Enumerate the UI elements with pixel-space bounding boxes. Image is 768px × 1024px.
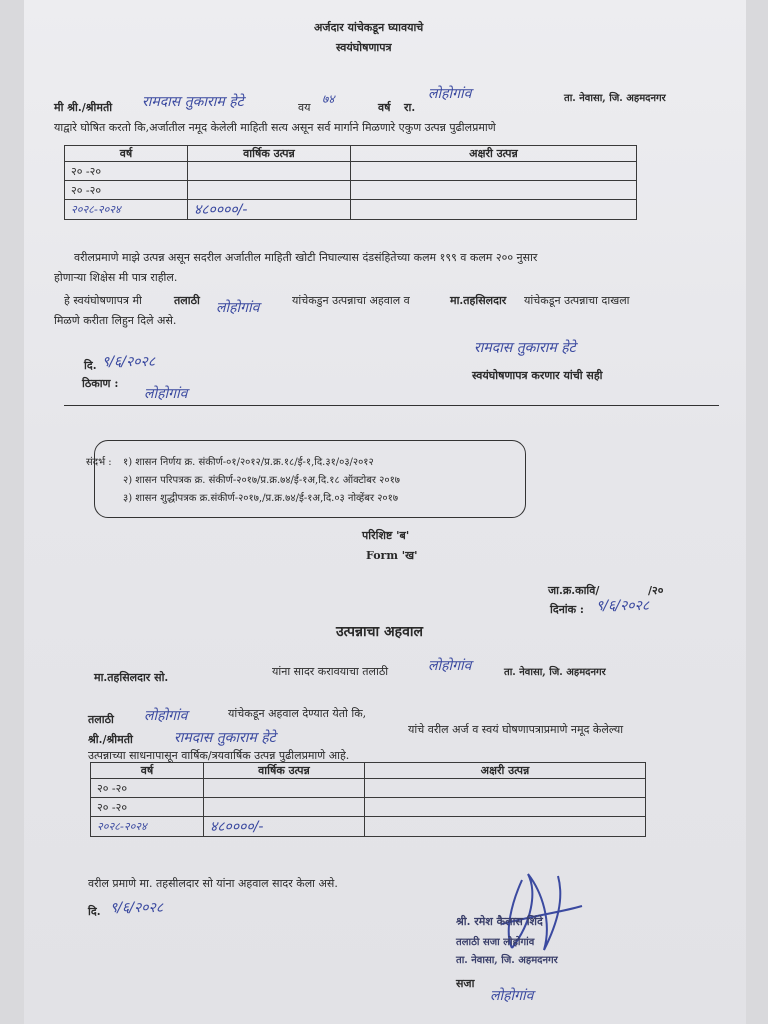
table-row xyxy=(91,817,646,837)
signature-label: स्वयंघोषणापत्र करणार यांची सही xyxy=(472,369,603,382)
stamp-officer-name: श्री. रमेश कैलास शिंदे xyxy=(456,915,543,928)
row-year: २०२८-२०२४ xyxy=(65,200,188,220)
footer-date-label: दि. xyxy=(88,905,101,918)
report-line2b: यांचेकडून अहवाल देण्यात येतो कि, xyxy=(228,707,367,720)
income-table-1 xyxy=(64,145,637,220)
col-income-header: वार्षिक उत्पन्न xyxy=(204,763,365,779)
stamp-officer-taluka: ता. नेवासा, जि. अहमदनगर xyxy=(456,955,558,966)
para1-tahsildar: मा.तहसिलदार xyxy=(450,294,507,307)
reference-item: २) शासन परिपत्रक क्र. संकीर्ण-२०१७/प्र.क्र.७४/ई-१अ,दि.१८ ऑक्टोबर २०१७ xyxy=(123,475,400,486)
row-words xyxy=(351,200,637,220)
table-row xyxy=(65,181,637,200)
para1-line3a: हे स्वयंघोषणापत्र मी xyxy=(64,294,142,307)
row-year: २०२८-२०२४ xyxy=(91,817,204,837)
row-year: २० -२० xyxy=(91,798,204,817)
row-income: ४८००००/- xyxy=(204,817,365,837)
table-header-row xyxy=(65,146,637,162)
report-village: लोहोगांव xyxy=(428,658,472,674)
table-row xyxy=(65,162,637,181)
report-talathi-label: तलाठी xyxy=(88,713,114,726)
para1-line2: होणाऱ्या शिक्षेस मी पात्र राहील. xyxy=(54,271,178,284)
table-row xyxy=(65,200,637,220)
report-line4: उत्पन्नाच्या साधनापासून वार्षिक/त्रयवार्षिक उत्पन्न पुढीलप्रमाणे आहे. xyxy=(88,749,350,762)
declarant-name: रामदास तुकाराम हेटे xyxy=(142,94,244,110)
outward-label: जा.क्र.कावि/ xyxy=(548,584,600,597)
declarant-signature: रामदास तुकाराम हेटे xyxy=(474,340,576,356)
declaration-date: ९/६/२०२८ xyxy=(102,354,156,370)
row-year: २० -२० xyxy=(91,779,204,798)
year-label: वर्ष xyxy=(378,101,391,114)
report-shri-label: श्री./श्रीमती xyxy=(88,733,133,746)
para1-village: लोहोगांव xyxy=(216,300,260,316)
row-income xyxy=(188,181,351,200)
col-words-header: अक्षरी उत्पन्न xyxy=(365,763,646,779)
appendix-form: Form 'ख' xyxy=(366,549,418,562)
table-header-row xyxy=(91,763,646,779)
row-year: २० -२० xyxy=(65,181,188,200)
saja-place: लोहोगांव xyxy=(490,988,534,1004)
table-row xyxy=(91,798,646,817)
report-taluka: ता. नेवासा, जि. अहमदनगर xyxy=(504,667,606,678)
reference-item: ३) शासन शुद्धीपत्रक क्र.संकीर्ण-२०१७,/प्र.क्र.७४/ई-१अ,दि.०३ नोव्हेंबर २०१७ xyxy=(123,493,399,504)
col-income-header: वार्षिक उत्पन्न xyxy=(188,146,351,162)
table-row xyxy=(91,779,646,798)
declaration-text: याद्वारे घोषित करतो कि,अर्जातील नमूद केलेली माहिती सत्य असून सर्व मार्गाने मिळणारे एकुण उत्पन्न पुढीलप्रमाणे xyxy=(54,121,496,134)
col-year-header: वर्ष xyxy=(65,146,188,162)
report-talathi-village: लोहोगांव xyxy=(144,708,188,724)
footer-date: ९/६/२०२८ xyxy=(110,900,164,916)
row-words xyxy=(365,798,646,817)
para1-line3c: यांचेकडून उत्पन्नाचा दाखला xyxy=(524,294,630,307)
document-page xyxy=(24,0,746,1024)
stamp-officer-post: तलाठी सजा लोहोगांव xyxy=(456,937,535,948)
report-to-tahsildar: मा.तहसिलदार सो. xyxy=(94,671,169,684)
row-words xyxy=(351,162,637,181)
declarant-taluka: ता. नेवासा, जि. अहमदनगर xyxy=(564,93,666,104)
section-divider xyxy=(64,405,719,406)
row-income xyxy=(204,798,365,817)
references-label: संदर्भ : xyxy=(86,457,112,468)
declarant-age: ७४ xyxy=(322,92,335,106)
report-line3b: यांचे वरील अर्ज व स्वयं घोषणापत्राप्रमाणे नमूद केलेल्या xyxy=(408,723,624,736)
appendix-title: परिशिष्ट 'ब' xyxy=(362,529,410,542)
income-table-2 xyxy=(90,762,646,837)
col-year-header: वर्ष xyxy=(91,763,204,779)
outward-date-label: दिनांक : xyxy=(550,603,584,616)
row-year: २० -२० xyxy=(65,162,188,181)
declarant-label: मी श्री./श्रीमती xyxy=(54,101,113,114)
para1-line1: वरीलप्रमाणे माझे उत्पन्न असून सदरील अर्जातील माहिती खोटी निघाल्यास दंडसंहितेच्या कलम १९९ व कलम २०० नुसार xyxy=(74,251,538,264)
row-income xyxy=(204,779,365,798)
col-words-header: अक्षरी उत्पन्न xyxy=(351,146,637,162)
row-income: ४८००००/- xyxy=(188,200,351,220)
declarant-village: लोहोगांव xyxy=(428,86,472,102)
age-label: वय xyxy=(298,101,311,114)
resident-label: रा. xyxy=(404,101,416,114)
place-label: ठिकाण : xyxy=(82,377,119,390)
reference-item: १) शासन निर्णय क्र. संकीर्ण-०१/२०१२/प्र.क्र.१८/ई-१,दि.३१/०३/२०१२ xyxy=(123,457,374,468)
row-words xyxy=(365,817,646,837)
header-line1: अर्जदार यांचेकडून घ्यावयाचे xyxy=(314,21,424,34)
row-income xyxy=(188,162,351,181)
para1-line4: मिळणे करीता लिहुन दिले असे. xyxy=(54,314,177,327)
footer-line: वरील प्रमाणे मा. तहसीलदार सो यांना अहवाल सादर केला असे. xyxy=(88,877,338,890)
report-line1b: यांना सादर करावयाचा तलाठी xyxy=(272,665,389,678)
para1-line3b: यांचेकडुन उत्पन्नाचा अहवाल व xyxy=(292,294,410,307)
para1-talathi: तलाठी xyxy=(174,294,200,307)
row-words xyxy=(351,181,637,200)
row-words xyxy=(365,779,646,798)
declaration-place: लोहोगांव xyxy=(144,386,188,402)
report-title: उत्पन्नाचा अहवाल xyxy=(336,624,424,640)
date-label: दि. xyxy=(84,359,97,372)
header-line2: स्वयंघोषणापत्र xyxy=(336,41,392,54)
outward-year: /२० xyxy=(648,584,664,597)
saja-label: सजा xyxy=(456,977,475,990)
outward-date: ९/६/२०२८ xyxy=(596,598,650,614)
report-name: रामदास तुकाराम हेटे xyxy=(174,730,276,746)
